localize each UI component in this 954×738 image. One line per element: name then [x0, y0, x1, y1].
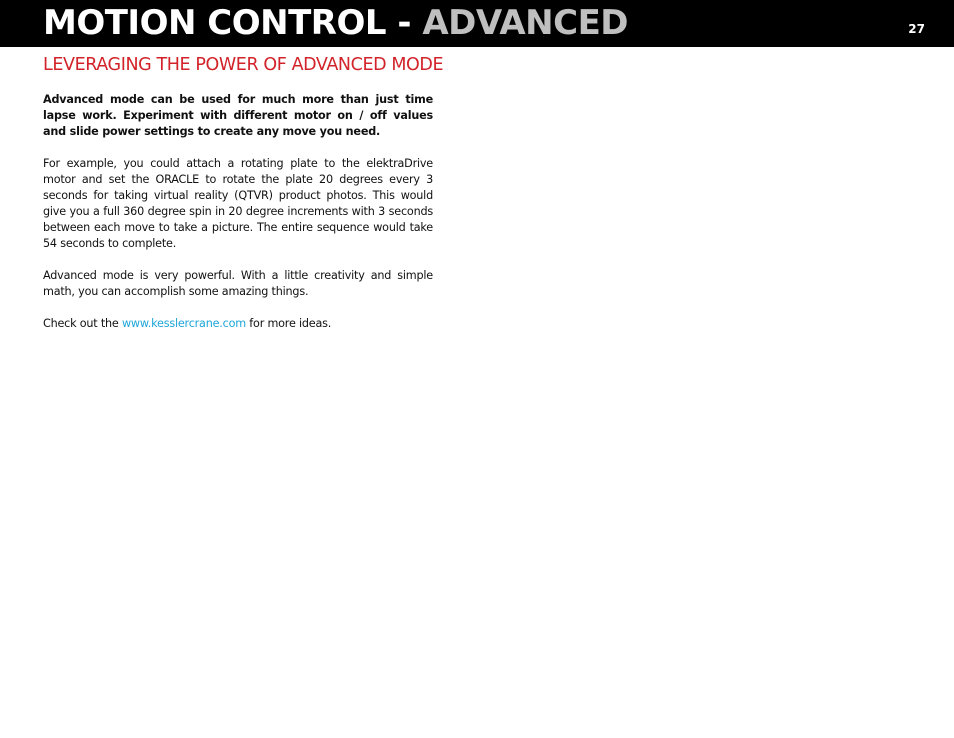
body-text	[43, 92, 433, 348]
section-heading: LEVERAGING THE POWER OF ADVANCED MODE	[43, 55, 444, 75]
example-paragraph: For example, you could attach a rotating plate to the elektraDrive motor and set the ORACLE to rotate the plate 20 degrees every 3 seconds for taking virtual reality (QTVR) product photos. This would give you a full 360 degree spin in 20 degree increments with 3 seconds between each move to take a picture. The entire sequence would take 54 seconds to complete.	[43, 157, 433, 250]
kesslercrane-link[interactable]: www.kesslercrane.com	[121, 317, 246, 330]
intro-paragraph: Advanced mode can be used for much more than just time lapse work. Experiment with different motor on / off values and slide power settings to create any move you need.	[43, 93, 433, 138]
ideas-suffix: for more ideas.	[245, 317, 332, 330]
header-bar	[0, 0, 954, 47]
ideas-paragraph	[43, 316, 433, 332]
page-title	[43, 3, 628, 43]
page-title-accent: ADVANCED	[422, 3, 629, 43]
page-title-main: MOTION CONTROL -	[43, 3, 423, 43]
powerful-paragraph: Advanced mode is very powerful. With a little creativity and simple math, you can accomplish some amazing things.	[43, 269, 433, 298]
ideas-prefix: Check out the	[43, 317, 122, 330]
page-number: 27	[908, 22, 925, 36]
